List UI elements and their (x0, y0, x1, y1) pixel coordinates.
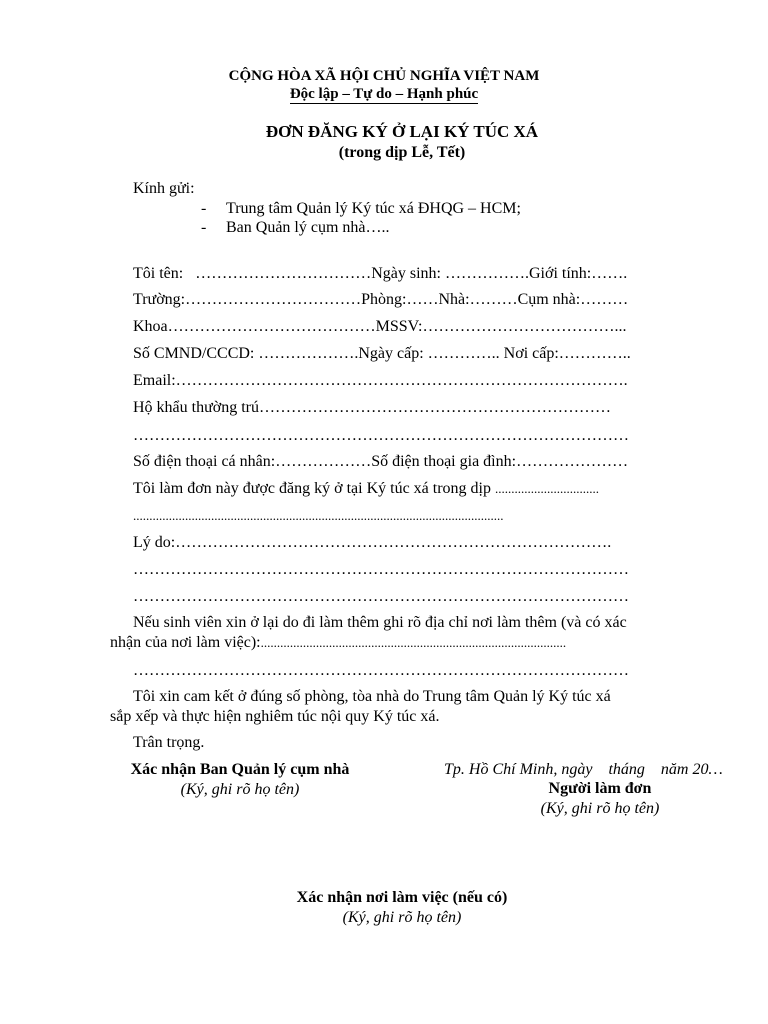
place-date: Tp. Hồ Chí Minh, ngày tháng năm 20… (444, 761, 723, 778)
bottom-signature-note: (Ký, ghi rõ họ tên) (342, 909, 462, 926)
dash-icon: - (201, 219, 207, 236)
dash-icon: - (201, 200, 207, 217)
residence-field-line: Hộ khẩu thường trú………………………………………………………… (133, 399, 612, 416)
occasion-dots: ................................ (494, 481, 599, 496)
occasion-continuation: .................................................................................................................. (133, 508, 504, 523)
right-signature-title: Người làm đơn (548, 780, 652, 797)
residence-continuation: ………………………………………………………………………………… (133, 427, 629, 444)
work-note-line (110, 633, 566, 653)
left-signature-note: (Ký, ghi rõ họ tên) (180, 781, 300, 798)
phone-field-line: Số điện thoại cá nhân:………………Số điện thoại gia đình:………………… (133, 453, 629, 470)
motto-text: Độc lập – Tự do – Hạnh phúc (289, 86, 479, 102)
work-continuation: ………………………………………………………………………………… (133, 662, 629, 679)
name-field-line: Tôi tên: ……………………………Ngày sinh: …………….Giới tính:……. (133, 265, 628, 282)
reason-continuation: ………………………………………………………………………………… (133, 561, 629, 578)
email-field-line: Email:…………………………………………………………………………. (133, 372, 628, 389)
motto (0, 84, 768, 104)
occasion-label: Tôi làm đơn này được đăng ký ở tại Ký túc xá trong dịp (133, 480, 495, 497)
faculty-field-line: Khoa…………………………………MSSV:………………………………... (133, 318, 627, 335)
commitment-line: Tôi xin cam kết ở đúng số phòng, tòa nhà do Trung tâm Quản lý Ký túc xá (133, 688, 611, 705)
work-note-label: nhận của nơi làm việc): (110, 634, 261, 651)
right-signature-note: (Ký, ghi rõ họ tên) (540, 800, 660, 817)
recipient-item: Ban Quản lý cụm nhà….. (226, 219, 390, 236)
reason-continuation: ………………………………………………………………………………… (133, 588, 629, 605)
left-signature-title: Xác nhận Ban Quản lý cụm nhà (130, 761, 350, 778)
recipient-item: Trung tâm Quản lý Ký túc xá ĐHQG – HCM; (226, 200, 521, 217)
work-note-dots: .............................................................................................. (260, 635, 567, 650)
closing-text: Trân trọng. (133, 734, 205, 751)
commitment-line: sắp xếp và thực hiện nghiêm túc nội quy Ký túc xá. (110, 708, 440, 725)
school-field-line: Trường:……………………………Phòng:……Nhà:………Cụm nhà:……… (133, 291, 629, 308)
bottom-signature-title: Xác nhận nơi làm việc (nếu có) (296, 889, 508, 906)
recipients-label: Kính gửi: (133, 180, 195, 197)
reason-field-line: Lý do:………………………………………………………………………. (133, 534, 612, 551)
id-card-field-line: Số CMND/CCCD: ……………….Ngày cấp: ………….. Nơi cấp:………….. (133, 345, 635, 362)
form-subtitle: (trong dịp Lễ, Tết) (338, 144, 466, 161)
form-title: ĐƠN ĐĂNG KÝ Ở LẠI KÝ TÚC XÁ (265, 122, 539, 141)
occasion-field-line (133, 479, 599, 499)
work-note-line: Nếu sinh viên xin ở lại do đi làm thêm ghi rõ địa chỉ nơi làm thêm (và có xác (133, 614, 627, 631)
nation-header: CỘNG HÒA XÃ HỘI CHỦ NGHĨA VIỆT NAM (228, 68, 540, 84)
